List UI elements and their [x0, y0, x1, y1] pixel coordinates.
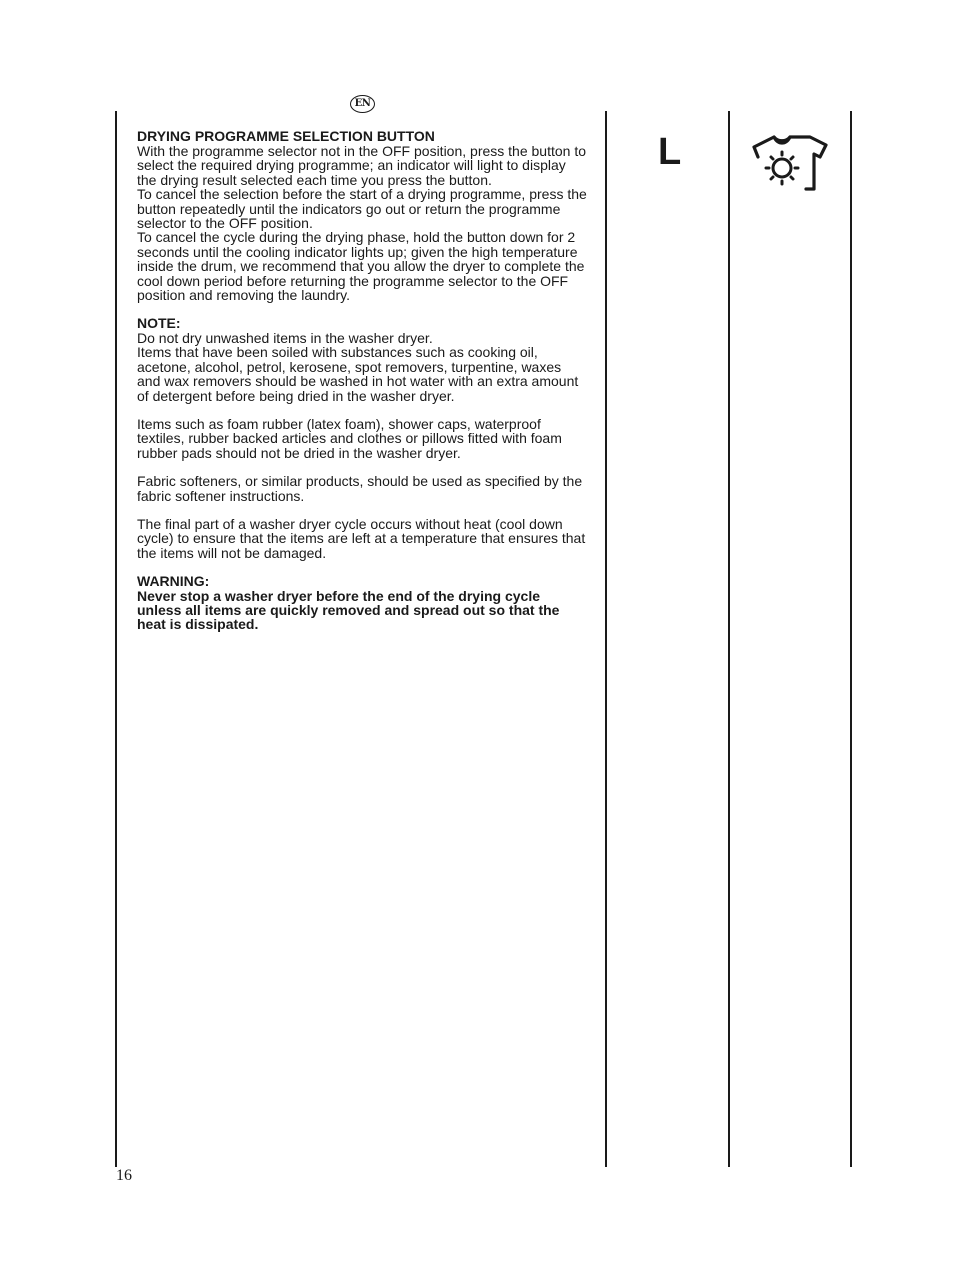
cancel-cycle-paragraph: To cancel the cycle during the drying phase, hold the button down for 2 seconds until the cooling indicator lights up; given the high temperature inside the drum, we recommend that you allow the dryer to complete the cool down period before returning the programme selector to the OFF position and removing the laundry.: [137, 229, 585, 304]
outer-column-rule: [850, 111, 852, 1167]
warning-text: Never stop a washer dryer before the end of the drying cycle unless all items are quickly removed and spread out so that the heat is dissipated.: [137, 587, 560, 633]
warning-label: WARNING:: [137, 573, 210, 590]
section-letter: L: [658, 131, 682, 173]
note-label: NOTE:: [137, 315, 181, 332]
page-number: 16: [116, 1167, 132, 1184]
selection-paragraph: With the programme selector not in the OFF position, press the button to select the required drying programme; an indicator will light to display the drying result selected each time you press the button.: [137, 143, 586, 188]
note-line-unwashed: Do not dry unwashed items in the washer dryer.: [137, 329, 433, 346]
drying-shirt-sun-icon: [752, 133, 830, 193]
cancel-selection-paragraph: To cancel the selection before the start of a drying programme, press the button repeatedly until the indicators go out or return the programme selector to the OFF position.: [137, 186, 587, 232]
middle-column-rule: [605, 111, 607, 1167]
right-column-rule: [728, 111, 730, 1167]
note-line-soiled: Items that have been soiled with substances such as cooking oil, acetone, alcohol, petrol, kerosene, spot removers, turpentine, waxes and wax removers should be washed in hot water with an extra amount of detergent before being dried in the washer dryer.: [137, 344, 579, 404]
section-heading: DRYING PROGRAMME SELECTION BUTTON: [137, 128, 435, 144]
instruction-text-column: [137, 128, 587, 632]
cool-down-paragraph: The final part of a washer dryer cycle occurs without heat (cool down cycle) to ensure that the items are left at a temperature that ensures that the items will not be damaged.: [137, 515, 586, 561]
foam-rubber-paragraph: Items such as foam rubber (latex foam), shower caps, waterproof textiles, rubber backed articles and clothes or pillows fitted with foam rubber pads should not be dried in the washer dryer.: [137, 415, 562, 461]
left-column-rule: [115, 111, 117, 1167]
language-badge: EN: [350, 95, 375, 113]
fabric-softener-paragraph: Fabric softeners, or similar products, should be used as specified by the fabric softener instructions.: [137, 473, 583, 504]
